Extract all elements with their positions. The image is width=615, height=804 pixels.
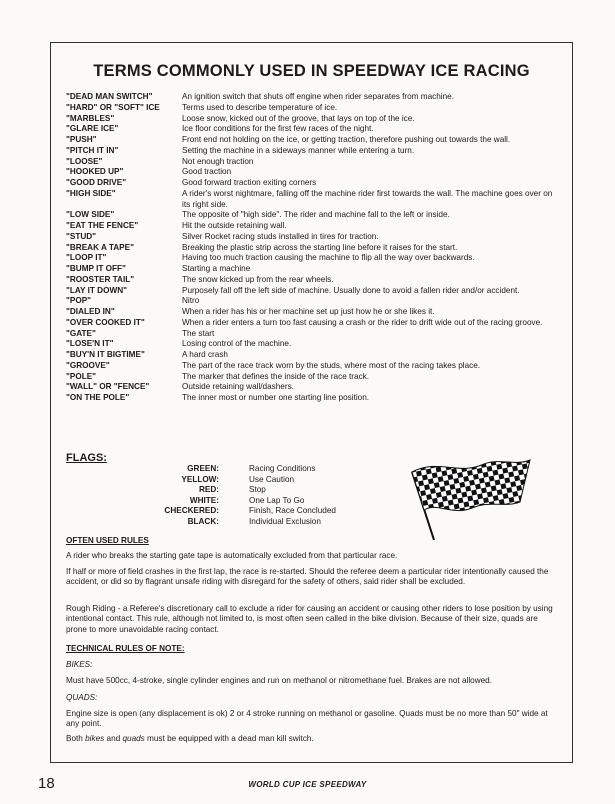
term-name: "LOOSE" [66, 156, 103, 166]
term-definition: Good forward traction exiting corners [182, 178, 317, 187]
term-row [66, 232, 556, 243]
term-definition: Losing control of the machine. [182, 339, 292, 349]
term-row [66, 393, 556, 404]
flag-row [120, 517, 370, 528]
page-number: 18 [38, 775, 55, 792]
flag-color: CHECKERED: [164, 506, 219, 516]
terms-list [66, 92, 556, 404]
term-name: "DEAD MAN SWITCH" [66, 92, 153, 101]
often-used-rules-heading: OFTEN USED RULES [66, 536, 149, 545]
page-title: TERMS COMMONLY USED IN SPEEDWAY ICE RACING [93, 62, 530, 80]
flag-meaning: One Lap To Go [249, 495, 305, 505]
flags-heading: FLAGS: [66, 452, 107, 464]
term-definition: Nitro [182, 296, 200, 306]
term-definition: Good traction [182, 167, 232, 177]
term-definition: Starting a machine [182, 264, 251, 273]
often-rule-1: A rider who breaks the starting gate tape is automatically excluded from that particular race. [66, 551, 398, 560]
flag-row [120, 475, 370, 486]
term-definition: Breaking the plastic strip across the starting line before it raises for the start. [182, 242, 458, 252]
quads-label: QUADS: [66, 693, 98, 702]
often-rule-2: If half or more of field crashes in the first lap, the race is re-started. Should the referee deem a particular rider intentionally caused the accident, or did so by flagrant unsafe riding with disregard for the safety of others, said rider shall be excluded. [66, 567, 549, 587]
term-definition: Front end not holding on the ice, or getting traction, therefore pushing out towards the wall. [182, 135, 511, 144]
term-definition: Purposely fall off the left side of machine. Usually done to avoid a fallen rider and/or accident. [182, 285, 520, 295]
term-name: "LOSE'N IT" [66, 339, 114, 349]
term-name: "DIALED IN" [66, 307, 115, 316]
term-row [66, 221, 556, 232]
term-definition: A rider's worst nightmare, falling off the machine rider first towards the wall. The machine goes over on its right side. [182, 188, 553, 209]
term-definition: Hit the outside retaining wall. [182, 221, 287, 230]
term-name: "POP" [66, 296, 92, 306]
flag-color: WHITE: [189, 495, 219, 505]
term-name: "OVER COOKED IT" [66, 317, 145, 327]
term-name: "BUMP IT OFF" [66, 264, 126, 273]
flag-meaning: Individual Exclusion [249, 516, 321, 526]
flag-meaning: Use Caution [249, 474, 295, 484]
term-row [66, 361, 556, 372]
flag-color: GREEN: [187, 464, 219, 473]
term-row [66, 382, 556, 393]
term-row [66, 135, 556, 146]
term-definition: The marker that defines the inside of the race track. [182, 371, 370, 381]
term-name: "LOOP IT" [66, 253, 107, 263]
term-name: "GROOVE" [66, 360, 110, 370]
term-definition: A hard crash [182, 350, 228, 359]
quads-rule: Engine size is open (any displacement is ok) 2 or 4 stroke running on methanol or gasoline. Quads must be no more than 50" wide at any point. [66, 709, 548, 729]
term-row [66, 286, 556, 297]
flag-row [120, 496, 370, 507]
term-definition: An ignition switch that shuts off engine when rider separates from machine. [182, 92, 455, 101]
term-name: "LAY IT DOWN" [66, 285, 127, 295]
term-name: "HOOKED UP" [66, 167, 124, 177]
flags-list [120, 464, 370, 528]
flag-meaning: Racing Conditions [249, 464, 316, 473]
bikes-label: BIKES: [66, 660, 93, 669]
term-row [66, 339, 556, 350]
term-name: "HARD" OR "SOFT" ICE [66, 102, 160, 112]
term-row [66, 157, 556, 168]
term-row [66, 167, 556, 178]
term-row [66, 318, 556, 329]
term-definition: The opposite of "high side". The rider and machine fall to the left or inside. [182, 210, 450, 220]
term-row [66, 210, 556, 221]
flag-meaning: Stop [249, 485, 266, 495]
term-name: "LOW SIDE" [66, 210, 115, 220]
term-definition: When a rider has his or her machine set up just how he or she likes it. [182, 307, 435, 316]
term-name: "GOOD DRIVE" [66, 178, 127, 187]
term-row [66, 146, 556, 157]
term-row [66, 350, 556, 361]
term-row [66, 372, 556, 383]
flag-row [120, 464, 370, 475]
flag-color: RED: [198, 485, 219, 495]
term-row [66, 189, 556, 211]
term-name: "GATE" [66, 328, 96, 338]
term-row [66, 92, 556, 103]
term-row [66, 124, 556, 135]
term-name: "PITCH IT IN" [66, 145, 119, 155]
term-name: "EAT THE FENCE" [66, 221, 139, 230]
bikes-rule: Must have 500cc, 4-stroke, single cylinder engines and run on methanol or nitromethane fuel. Brakes are not allowed. [66, 676, 492, 685]
term-row [66, 253, 556, 264]
term-definition: The start [182, 328, 215, 338]
term-row [66, 243, 556, 254]
term-name: "POLE" [66, 371, 97, 381]
term-definition: Terms used to describe temperature of ice. [182, 102, 338, 112]
term-definition: Loose snow, kicked out of the groove, that lays on top of the ice. [182, 113, 415, 123]
term-row [66, 296, 556, 307]
term-name: "BUY'N IT BIGTIME" [66, 350, 145, 359]
flag-meaning: Finish, Race Concluded [249, 506, 336, 516]
term-definition: When a rider enters a turn too fast causing a crash or the rider to drift wide out of the racing groove. [182, 317, 543, 327]
term-definition: Outside retaining wall/dashers. [182, 382, 294, 392]
technical-rules-heading: TECHNICAL RULES OF NOTE: [66, 644, 185, 653]
term-definition: The snow kicked up from the rear wheels. [182, 274, 334, 284]
term-name: "WALL" OR "FENCE" [66, 382, 150, 392]
flag-color: BLACK: [187, 516, 219, 526]
term-row [66, 178, 556, 189]
term-definition: Having too much traction causing the machine to flip all the way over backwards. [182, 253, 475, 263]
term-row [66, 307, 556, 318]
term-name: "MARBLES" [66, 113, 115, 123]
flag-color: YELLOW: [181, 474, 219, 484]
term-definition: The inner most or number one starting line position. [182, 393, 370, 402]
term-row [66, 275, 556, 286]
flag-row [120, 485, 370, 496]
term-name: "GLARE ICE" [66, 124, 119, 134]
term-definition: Ice floor conditions for the first few races of the night. [182, 124, 374, 134]
term-name: "BREAK A TAPE" [66, 242, 134, 252]
kill-switch-rule: Both bikes and quads must be equipped with a dead man kill switch. [66, 734, 314, 743]
term-definition: Not enough traction [182, 156, 254, 166]
term-row [66, 103, 556, 114]
often-rule-3: Rough Riding - a Referee's discretionary call to exclude a rider for causing an accident or causing other riders to lose position by using intentional contact. This rule, although not limited to, is most often seen called in the bike division. Because of their size, quads are prone to more unavoidable racing contact. [66, 604, 553, 634]
flag-row [120, 506, 370, 517]
footer-title: WORLD CUP ICE SPEEDWAY [248, 780, 367, 789]
term-name: "ON THE POLE" [66, 393, 130, 402]
term-name: "HIGH SIDE" [66, 188, 116, 198]
term-row [66, 114, 556, 125]
term-name: "ROOSTER TAIL" [66, 274, 135, 284]
term-definition: Silver Rocket racing studs installed in tires for traction. [182, 231, 379, 241]
term-name: "PUSH" [66, 135, 97, 144]
term-row [66, 264, 556, 275]
term-definition: The part of the race track worn by the studs, where most of the racing takes place. [182, 360, 481, 370]
term-definition: Setting the machine in a sideways manner while entering a turn. [182, 145, 415, 155]
term-name: "STUD" [66, 231, 97, 241]
term-row [66, 329, 556, 340]
checkered-flag-icon [408, 458, 533, 540]
